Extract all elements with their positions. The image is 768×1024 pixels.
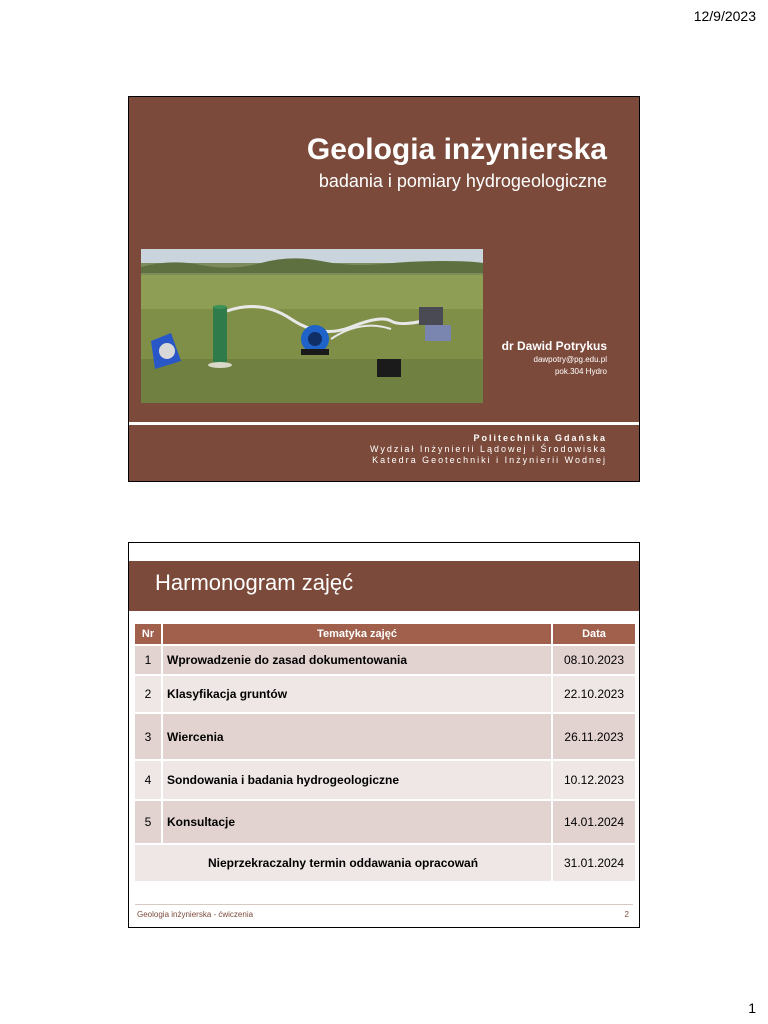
row-topic: Wprowadzenie do zasad dokumentowania xyxy=(163,646,551,674)
column-header-date: Data xyxy=(553,624,635,644)
deadline-row xyxy=(135,845,635,881)
row-date: 22.10.2023 xyxy=(553,676,635,712)
column-header-topic: Tematyka zajęć xyxy=(163,624,551,644)
table-row xyxy=(135,676,635,712)
slide-number: 2 xyxy=(624,910,629,919)
row-topic: Sondowania i badania hydrogeologiczne xyxy=(163,761,551,799)
footer-divider xyxy=(135,904,633,905)
row-nr: 3 xyxy=(135,714,161,759)
slide-header-bar xyxy=(129,561,639,611)
column-header-nr: Nr xyxy=(135,624,161,644)
row-topic: Klasyfikacja gruntów xyxy=(163,676,551,712)
department-name: Katedra Geotechniki i Inżynierii Wodnej xyxy=(372,455,607,465)
slide-title: Geologia inżynierska xyxy=(306,133,607,166)
page-number: 1 xyxy=(748,1000,756,1016)
schedule-title: Harmonogram zajęć xyxy=(155,570,354,595)
row-nr: 2 xyxy=(135,676,161,712)
title-slide xyxy=(128,96,640,482)
deadline-date: 31.01.2024 xyxy=(553,845,635,881)
author-room: pok.304 Hydro xyxy=(554,367,607,376)
row-date: 08.10.2023 xyxy=(553,646,635,674)
page-date: 12/9/2023 xyxy=(693,8,756,24)
slide-subtitle: badania i pomiary hydrogeologiczne xyxy=(318,171,607,191)
table-row xyxy=(135,801,635,843)
slide-footer-text: Geologia inżynierska - ćwiczenia xyxy=(137,910,254,919)
field-photo-illustration xyxy=(141,249,483,403)
table-row xyxy=(135,714,635,759)
institution-block xyxy=(370,433,607,466)
row-nr: 4 xyxy=(135,761,161,799)
row-nr: 1 xyxy=(135,646,161,674)
author-email: dawpotry@pg.edu.pl xyxy=(533,355,607,364)
slide-divider xyxy=(129,422,639,425)
schedule-table xyxy=(133,622,637,883)
row-date: 26.11.2023 xyxy=(553,714,635,759)
row-date: 14.01.2024 xyxy=(553,801,635,843)
table-header-row xyxy=(135,624,635,644)
table-row xyxy=(135,761,635,799)
row-topic: Konsultacje xyxy=(163,801,551,843)
field-photo xyxy=(141,249,483,403)
row-date: 10.12.2023 xyxy=(553,761,635,799)
row-topic: Wiercenia xyxy=(163,714,551,759)
author-name: dr Dawid Potrykus xyxy=(501,339,607,353)
faculty-name: Wydział Inżynierii Lądowej i Środowiska xyxy=(370,444,607,454)
deadline-text: Nieprzekraczalny termin oddawania opracowań xyxy=(135,845,551,881)
table-row xyxy=(135,646,635,674)
row-nr: 5 xyxy=(135,801,161,843)
schedule-slide xyxy=(128,542,640,928)
university-name: Politechnika Gdańska xyxy=(473,433,607,443)
